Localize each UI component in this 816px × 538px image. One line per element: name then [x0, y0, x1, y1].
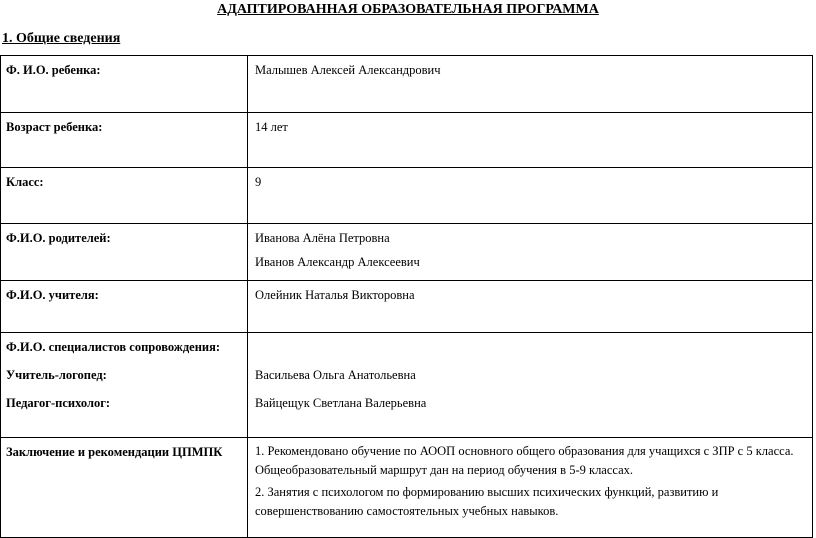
section-title: 1. Общие сведения	[2, 31, 121, 46]
teacher-label: Ф.И.О. учителя:	[6, 288, 99, 302]
teacher-label-cell	[1, 281, 248, 333]
grade-label: Класс:	[6, 175, 44, 189]
recommendations-label: Заключение и рекомендации ЦПМПК	[6, 445, 223, 459]
child-name-value: Малышев Алексей Александрович	[255, 63, 441, 77]
recommendation-item-1: 1. Рекомендовано обучение по АООП основного общего образования для учащихся с ЗПР с 5 класса. Общеобразовательный маршрут дан на период обучения в 5-9 классах.	[255, 444, 794, 477]
grade-label-cell	[1, 168, 248, 224]
recommendations-label-cell	[1, 438, 248, 538]
child-name-label: Ф. И.О. ребенка:	[6, 63, 101, 77]
parent-father: Иванов Александр Алексеевич	[255, 255, 420, 269]
recommendation-item-2: 2. Занятия с психологом по формированию высших психических функций, развитию и совершенствованию самостоятельных учебных навыков.	[255, 485, 719, 518]
age-value: 14 лет	[255, 120, 288, 134]
specialists-label: Ф.И.О. специалистов сопровождения:	[6, 340, 221, 354]
parents-label: Ф.И.О. родителей:	[6, 231, 111, 245]
table-row-specialists	[1, 333, 813, 438]
age-value-cell	[248, 113, 813, 168]
table-row-parents	[1, 224, 813, 281]
parent-mother: Иванова Алёна Петровна	[255, 231, 390, 245]
age-label-cell	[1, 113, 248, 168]
grade-value-cell	[248, 168, 813, 224]
speech-therapist-label: Учитель-логопед:	[6, 368, 107, 382]
table-row-teacher	[1, 281, 813, 333]
table-row-grade	[1, 168, 813, 224]
table-row-age	[1, 113, 813, 168]
child-name-label-cell	[1, 56, 248, 113]
info-table	[0, 55, 813, 538]
age-label: Возраст ребенка:	[6, 120, 103, 134]
table-row-child-name	[1, 56, 813, 113]
psychologist-value: Вайцещук Светлана Валерьевна	[255, 396, 427, 410]
parents-label-cell	[1, 224, 248, 281]
specialists-value-cell	[248, 333, 813, 438]
specialists-label-cell	[1, 333, 248, 438]
teacher-value-cell	[248, 281, 813, 333]
grade-value: 9	[255, 175, 262, 189]
document-title: АДАПТИРОВАННАЯ ОБРАЗОВАТЕЛЬНАЯ ПРОГРАММА	[217, 2, 599, 17]
recommendations-value-cell	[248, 438, 813, 538]
parents-value-cell	[248, 224, 813, 281]
psychologist-label: Педагог-психолог:	[6, 396, 111, 410]
teacher-value: Олейник Наталья Викторовна	[255, 288, 415, 302]
speech-therapist-value: Васильева Ольга Анатольевна	[255, 368, 416, 382]
child-name-value-cell	[248, 56, 813, 113]
table-row-recommendations	[1, 438, 813, 538]
